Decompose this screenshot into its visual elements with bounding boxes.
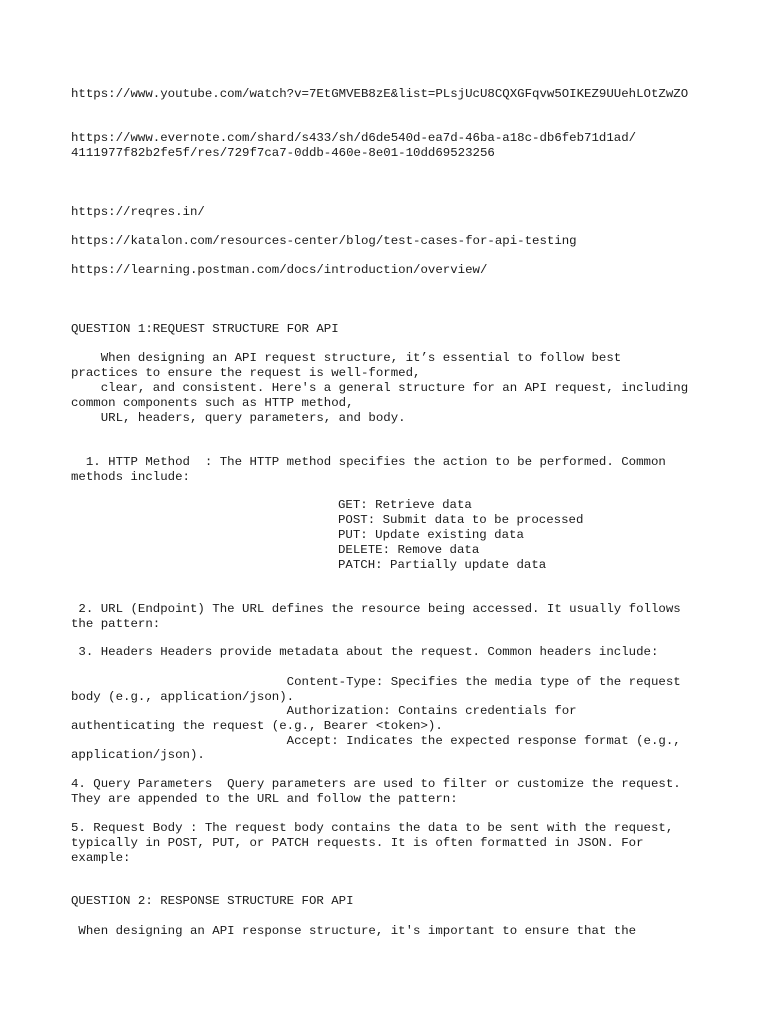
header-description-line: body (e.g., application/json). [71, 690, 295, 704]
q1-intro-line: clear, and consistent. Here's a general structure for an API request, including [71, 381, 689, 395]
method-list-item: DELETE: Remove data [338, 543, 480, 557]
katalon-link[interactable]: https://katalon.com/resources-center/blog/test-cases-for-api-testing [71, 234, 577, 248]
request-body-paragraph: typically in POST, PUT, or PATCH requests. It is often formatted in JSON. For [71, 836, 644, 850]
reqres-link[interactable]: https://reqres.in/ [71, 205, 205, 219]
q2-intro-line: When designing an API response structure, it's important to ensure that the [71, 924, 637, 938]
url-paragraph: the pattern: [71, 617, 161, 631]
q1-intro-line: practices to ensure the request is well-formed, [71, 366, 421, 380]
query-parameters-paragraph: 4. Query Parameters Query parameters are used to filter or customize the request. [71, 777, 681, 791]
request-body-paragraph: 5. Request Body : The request body contains the data to be sent with the request, [71, 821, 674, 835]
question-2-heading: QUESTION 2: RESPONSE STRUCTURE FOR API [71, 894, 354, 908]
method-list-item: GET: Retrieve data [338, 498, 472, 512]
evernote-link-line-1[interactable]: https://www.evernote.com/shard/s433/sh/d6de540d-ea7d-46ba-a18c-db6feb71d1ad/ [71, 131, 637, 145]
query-parameters-paragraph: They are appended to the URL and follow the pattern: [71, 792, 458, 806]
header-description-line: application/json). [71, 748, 205, 762]
method-list-item: PATCH: Partially update data [338, 558, 547, 572]
q1-intro-line: When designing an API request structure, it’s essential to follow best [71, 351, 622, 365]
http-method-paragraph: methods include: [71, 470, 190, 484]
headers-intro: 3. Headers Headers provide metadata about the request. Common headers include: [71, 645, 659, 659]
header-description-line: Content-Type: Specifies the media type of the request [71, 675, 681, 689]
header-description-line: authenticating the request (e.g., Bearer <token>). [71, 719, 443, 733]
method-list-item: PUT: Update existing data [338, 528, 524, 542]
postman-link[interactable]: https://learning.postman.com/docs/introduction/overview/ [71, 263, 488, 277]
q1-intro-line: URL, headers, query parameters, and body. [71, 411, 406, 425]
header-description-line: Accept: Indicates the expected response format (e.g., [71, 734, 681, 748]
http-method-paragraph: 1. HTTP Method : The HTTP method specifies the action to be performed. Common [71, 455, 666, 469]
request-body-paragraph: example: [71, 851, 131, 865]
youtube-link[interactable]: https://www.youtube.com/watch?v=7EtGMVEB8zE&list=PLsjUcU8CQXGFqvw5OIKEZ9UUehLOtZwZO [71, 87, 689, 101]
evernote-link-line-2[interactable]: 4111977f82b2fe5f/res/729f7ca7-0ddb-460e-8e01-10dd69523256 [71, 146, 495, 160]
question-1-heading: QUESTION 1:REQUEST STRUCTURE FOR API [71, 322, 339, 336]
method-list-item: POST: Submit data to be processed [338, 513, 584, 527]
header-description-line: Authorization: Contains credentials for [71, 704, 577, 718]
url-paragraph: 2. URL (Endpoint) The URL defines the resource being accessed. It usually follows [71, 602, 681, 616]
q1-intro-line: common components such as HTTP method, [71, 396, 354, 410]
